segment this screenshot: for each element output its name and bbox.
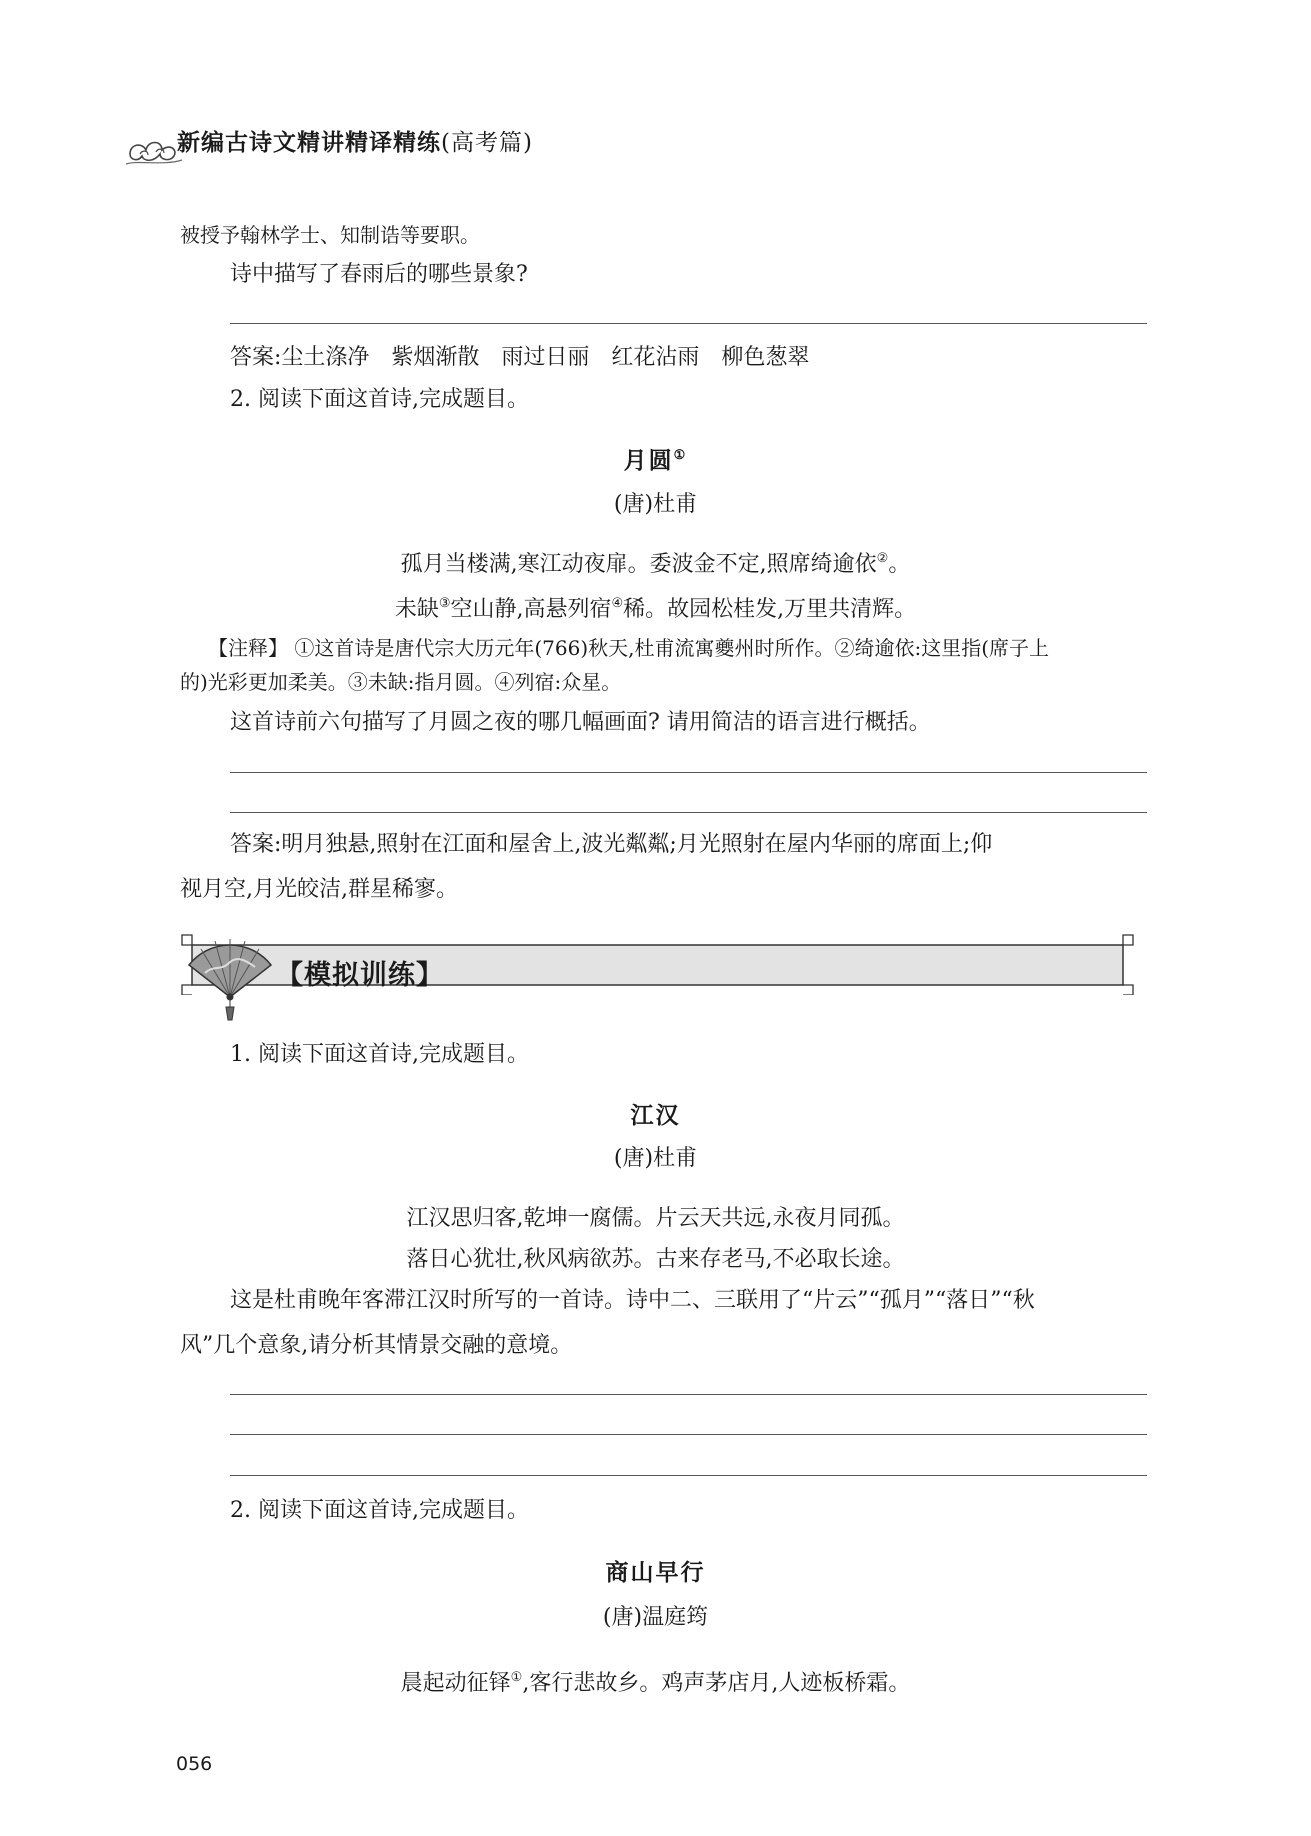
answer-line xyxy=(230,1434,1147,1435)
q2-answer-line-2: 视月空,月光皎洁,群星稀寥。 xyxy=(180,877,458,902)
ex1-question-line-1: 这是杜甫晚年客滞江汉时所写的一首诗。诗中二、三联用了“片云”“孤月”“落日”“秋 xyxy=(230,1288,1035,1313)
answer-line xyxy=(230,323,1147,324)
q2-author: (唐)杜甫 xyxy=(613,492,698,517)
q2-answer-line-1: 答案:明月独悬,照射在江面和屋舍上,波光粼粼;月光照射在屋内华丽的席面上;仰 xyxy=(230,832,993,857)
q2-poem-line-2: 未缺③空山静,高悬列宿④稀。故园松桂发,万里共清辉。 xyxy=(394,596,917,622)
page-number: 056 xyxy=(176,1753,213,1775)
q2-notes-line-1: 【注释】 ①这首诗是唐代宗大历元年(766)秋天,杜甫流寓夔州时所作。②绮逾依:这里指(席子上 xyxy=(208,636,1050,660)
q2-notes-line-2: 的)光彩更加柔美。③未缺:指月圆。④列宿:众星。 xyxy=(180,670,622,694)
spring-question: 诗中描写了春雨后的哪些景象? xyxy=(230,262,528,287)
q2-poem-title: 月圆① xyxy=(623,447,688,474)
ex1-author: (唐)杜甫 xyxy=(613,1146,698,1171)
intro-tail-text: 被授予翰林学士、知制诰等要职。 xyxy=(180,223,480,247)
cloud-ornament-icon xyxy=(124,130,184,174)
q2-prompt: 2. 阅读下面这首诗,完成题目。 xyxy=(230,387,529,412)
ex1-question-line-2: 风”几个意象,请分析其情景交融的意境。 xyxy=(180,1333,573,1358)
ex2-prompt: 2. 阅读下面这首诗,完成题目。 xyxy=(230,1498,529,1523)
ex2-poem-title: 商山早行 xyxy=(605,1559,706,1586)
answer-line xyxy=(230,812,1147,813)
ex1-poem-line-2: 落日心犹壮,秋风病欲苏。古来存老马,不必取长途。 xyxy=(406,1247,905,1272)
header-title: 新编古诗文精讲精译精练(高考篇) xyxy=(177,130,533,156)
section-banner-label: 【模拟训练】 xyxy=(276,960,444,991)
answer-line xyxy=(230,1394,1147,1395)
ex1-poem-title: 江汉 xyxy=(630,1102,681,1129)
ex2-poem-line-1: 晨起动征铎①,客行悲故乡。鸡声茅店月,人迹板桥霜。 xyxy=(400,1670,911,1696)
spring-answer: 答案:尘土涤净 紫烟渐散 雨过日丽 红花沾雨 柳色葱翠 xyxy=(230,345,810,370)
folding-fan-icon xyxy=(185,927,275,1026)
ex2-author: (唐)温庭筠 xyxy=(602,1605,709,1630)
section-banner xyxy=(180,945,1135,995)
ex1-prompt: 1. 阅读下面这首诗,完成题目。 xyxy=(230,1042,529,1067)
answer-line xyxy=(230,772,1147,773)
answer-line xyxy=(230,1475,1147,1476)
q2-poem-line-1: 孤月当楼满,寒江动夜扉。委波金不定,照席绮逾依②。 xyxy=(400,551,911,577)
q2-question: 这首诗前六句描写了月圆之夜的哪几幅画面? 请用简洁的语言进行概括。 xyxy=(230,710,931,735)
ex1-poem-line-1: 江汉思归客,乾坤一腐儒。片云天共远,永夜月同孤。 xyxy=(406,1206,905,1231)
